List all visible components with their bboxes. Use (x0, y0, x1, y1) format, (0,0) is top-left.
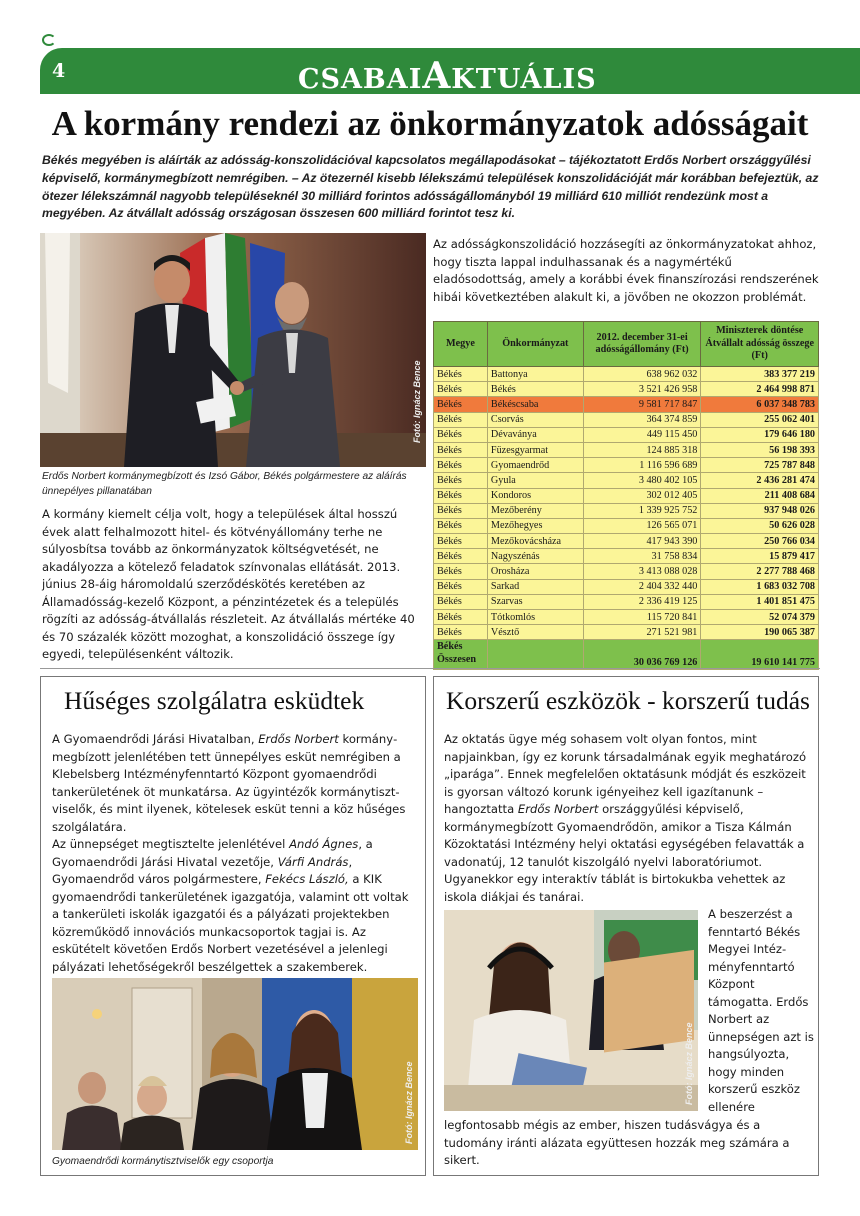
table-cell: Békés (434, 382, 488, 397)
table-cell: Dévaványa (487, 427, 583, 442)
table-cell: Békés (434, 458, 488, 473)
table-cell: 15 879 417 (701, 549, 819, 564)
page-number: 4 (52, 60, 66, 82)
article-body-right: Az adósságkonszolidáció hozzásegíti az önkormányzatokat ahhoz, hogy tiszta lappal indulhassanak és a nagymértékű eladósodottság, amely a korábbi évek finanszírozási rendszerének hibái következtében alakult ki, a jövőben ne okozzon problémát. (433, 237, 819, 304)
table-cell: 417 943 390 (583, 534, 701, 549)
table-cell: 1 401 851 475 (701, 594, 819, 609)
table-row (434, 488, 819, 503)
table-row (434, 367, 819, 382)
table-cell: 115 720 841 (583, 610, 701, 625)
table-cell: Battonya (487, 367, 583, 382)
table-cell: Békés (434, 473, 488, 488)
total-assumed: 19 610 141 775 (701, 640, 819, 670)
table-cell: Szarvas (487, 594, 583, 609)
table-row (434, 534, 819, 549)
table-cell: 2 436 281 474 (701, 473, 819, 488)
logo-swirl-icon (42, 34, 56, 46)
table-row (434, 594, 819, 609)
column-header: Miniszterek döntése Átvállalt adósság összege (Ft) (701, 322, 819, 367)
table-cell: 2 336 419 125 (583, 594, 701, 609)
article-title: A kormány rendezi az önkormányzatok adósságait (51, 104, 809, 143)
photo-credit: Fotó: Ignácz Bence (404, 1061, 414, 1144)
table-cell: 449 115 450 (583, 427, 701, 442)
table-cell: Mezőhegyes (487, 518, 583, 533)
table-cell: Békés (434, 488, 488, 503)
table-cell: Békés (434, 594, 488, 609)
language-lab-photo-illustration (444, 910, 698, 1111)
table-cell: 383 377 219 (701, 367, 819, 382)
table-cell: 1 116 596 689 (583, 458, 701, 473)
table-cell: Békés (434, 442, 488, 457)
table-row (434, 549, 819, 564)
table-row (434, 412, 819, 427)
table-cell: 56 198 393 (701, 442, 819, 457)
column-header: 2012. december 31-ei adósságállomány (Ft) (583, 322, 701, 367)
table-cell: Békés (434, 427, 488, 442)
table-cell: 50 626 028 (701, 518, 819, 533)
table-cell: Füzesgyarmat (487, 442, 583, 457)
table-cell: Békés (434, 625, 488, 640)
table-row (434, 427, 819, 442)
section-divider (40, 668, 820, 669)
table-cell: 126 565 071 (583, 518, 701, 533)
table-cell: 179 646 180 (701, 427, 819, 442)
table-cell: 638 962 032 (583, 367, 701, 382)
table-row (434, 503, 819, 518)
total-debt: 30 036 769 126 (583, 640, 701, 670)
table-row (434, 442, 819, 457)
total-label-line1: Békés (437, 641, 463, 653)
table-cell: 124 885 318 (583, 442, 701, 457)
table-cell: 211 408 684 (701, 488, 819, 503)
article-title-left: Hűséges szolgálatra esküdtek (64, 686, 365, 715)
table-row (434, 518, 819, 533)
table-cell: 364 374 859 (583, 412, 701, 427)
table-cell: Békés (434, 397, 488, 412)
table-cell: Orosháza (487, 564, 583, 579)
table-cell: Gyomaendrőd (487, 458, 583, 473)
table-cell: 3 480 402 105 (583, 473, 701, 488)
photo-caption: Gyomaendrődi kormánytisztviselők egy csoportja (52, 1156, 274, 1167)
article-body-tools-end: legfontosabb mégis az ember, hiszen tudásvágya és a tudomány iránti alázata együttesen hozzák meg számára a sikert. (444, 1118, 790, 1167)
table-cell: 1 339 925 752 (583, 503, 701, 518)
photo-credit: Fotó: Ignácz Bence (412, 360, 422, 443)
masthead: CSABAIAKTUÁLIS (298, 55, 597, 97)
article-body-tools: Az oktatás ügye még sohasem volt olyan fontos, mint napjainkban, így ez korunk társadalmának egyik meghatározó „iparága”. Ennek megfelelően oktatásunk módját és eszközeit is gyorsan változó korunk igényeihez kell igazítanunk – hangoztatta Erdős Norbert országgyűlési képviselő, kormánymegbízott Gyomaendrődön, amikor a Tisza Kálmán Közoktatási Intézmény helyi oktatási egységében felavatták a vadonatúj, 12 tanulót kiszolgáló nyelvi laboratóriumot. Ugyanekkor egy interaktív táblát is birtokukba vehettek az iskola diákjai és tanárai. (444, 732, 807, 904)
debt-table (433, 321, 819, 670)
table-cell: Kondoros (487, 488, 583, 503)
group-photo-illustration (52, 978, 418, 1150)
table-cell: 3 413 088 028 (583, 564, 701, 579)
table-cell: 6 037 348 783 (701, 397, 819, 412)
table-cell: 937 948 026 (701, 503, 819, 518)
photo-credit: Fotó: Ignácz Bence (684, 1022, 694, 1105)
total-label (434, 640, 488, 670)
table-cell: Békés (434, 518, 488, 533)
table-cell: Békés (434, 412, 488, 427)
table-cell: Békés (434, 579, 488, 594)
table-cell: 9 581 717 847 (583, 397, 701, 412)
handshake-photo (40, 233, 426, 467)
table-cell: Békés (434, 503, 488, 518)
table-cell: 271 521 981 (583, 625, 701, 640)
table-cell: 2 464 998 871 (701, 382, 819, 397)
table-cell: Tótkomlós (487, 610, 583, 625)
handshake-photo-illustration (40, 233, 426, 467)
table-cell: Csorvás (487, 412, 583, 427)
table-row (434, 625, 819, 640)
language-lab-photo (444, 910, 698, 1111)
column-header: Önkormányzat (487, 322, 583, 367)
table-cell: 250 766 034 (701, 534, 819, 549)
table-cell: 2 277 788 468 (701, 564, 819, 579)
table-cell: Mezőberény (487, 503, 583, 518)
table-row (434, 579, 819, 594)
table-cell: Békés (487, 382, 583, 397)
table-header-row (434, 322, 819, 367)
table-cell: Gyula (487, 473, 583, 488)
table-row (434, 458, 819, 473)
table-row (434, 473, 819, 488)
group-photo (52, 978, 418, 1150)
table-row (434, 397, 819, 412)
table-cell: 52 074 379 (701, 610, 819, 625)
article-lead: Békés megyében is aláírták az adósság-konszolidációval kapcsolatos megállapodásokat – tájékoztatott Erdős Norbert országgyűlési képviselő, kormánymegbízott nemrégiben. – Az ötezernél kisebb lélekszámú települések konszolidációját már korábban befejeztük, az ötezer lélekszámnál nagyobb településeknél 30 milliárd forintos adósságállományból 19 milliárd 610 milliót rendezünk most a megyében. Az átvállalt adósság országosan összesen 600 milliárd forintot tesz ki. (42, 153, 819, 221)
table-cell: Békés (434, 534, 488, 549)
table-cell: 725 787 848 (701, 458, 819, 473)
table-cell: 1 683 032 708 (701, 579, 819, 594)
table-row (434, 382, 819, 397)
article-title-right: Korszerű eszközök - korszerű tudás (446, 686, 810, 715)
table-cell: Vésztő (487, 625, 583, 640)
table-cell: Békés (434, 549, 488, 564)
table-cell: Békés (434, 610, 488, 625)
photo-caption: Erdős Norbert kormánymegbízott és Izsó Gábor, Békés polgármestere az aláírás ünnepélyes pillanatában (42, 471, 407, 497)
total-label-line2: Összesen (437, 654, 477, 666)
table-cell: Békéscsaba (487, 397, 583, 412)
table-cell: Sarkad (487, 579, 583, 594)
table-cell: Nagyszénás (487, 549, 583, 564)
table-cell: 190 065 387 (701, 625, 819, 640)
table-cell: Békés (434, 564, 488, 579)
table-cell: 255 062 401 (701, 412, 819, 427)
table-total-row (434, 640, 819, 670)
table-cell: 2 404 332 440 (583, 579, 701, 594)
table-cell: Békés (434, 367, 488, 382)
table-cell: 3 521 426 958 (583, 382, 701, 397)
article-body-left: A kormány kiemelt célja volt, hogy a települések által hosszú évek alatt felhalmozott hitel- és kötvényállomány terhe ne súlyosbítsa tovább az önkormányzatok költségvetését, ne akadályozza a kötelező feladatok színvonalas ellátását. 2013. június 28-áig háromoldalú szerződéskötés keretében az Államadósság-kezelő Központ, a pénzintézetek és a település rögzíti az adósság-átvállalás részleteit. Az átvállalás mértéke 40 és 70 százalék között mozoghat, a konszolidáció összege így egyedi, településenként változik. (42, 507, 415, 661)
table-cell (487, 640, 583, 670)
table-cell: 302 012 405 (583, 488, 701, 503)
table-row (434, 610, 819, 625)
column-header: Megye (434, 322, 488, 367)
table-cell: 31 758 834 (583, 549, 701, 564)
table-row (434, 564, 819, 579)
table-cell: Mezőkovácsháza (487, 534, 583, 549)
article-body-oath: A Gyomaendrődi Járási Hivatalban, Erdős Norbert kormánymegbízott jelenlétében tett ünnepélyes esküt nemrégiben a Klebelsberg Intézményfenntartó Központ gyomaendrődi tankerületének öt munkatársa. Az ügyintézők kormánytisztviselők, és mint ilyenek, kötelesek esküt tenni a köz hűséges szolgálatára. Az ünnepséget megtisztelte jelenlétével Andó Ágnes, a Gyomaendrődi Járási Hivatal vezetője, Várfi András, Gyomaendrőd város polgármestere, Fekécs László, a KIK gyomaendrődi tankerületének igazgatója, valamint ott voltak a tankerületi iskolák igazgatói és a pályázati projektekben közreműködő innovációs munkacsoportok tagjai is. Az eskütételt követően Erdős Norbert vezetésével a jelenlegi pályázati lehetőségekről beszélgettek a szakemberek. (52, 732, 409, 974)
article-body-tools-side: A beszerzést a fenntartó Békés Megyei Intézményfenntartó Központ támogatta. Erdős Norbert az ünnepségen azt is hangsúlyozta, hogy minden korszerű eszköz ellenére (708, 907, 814, 1114)
